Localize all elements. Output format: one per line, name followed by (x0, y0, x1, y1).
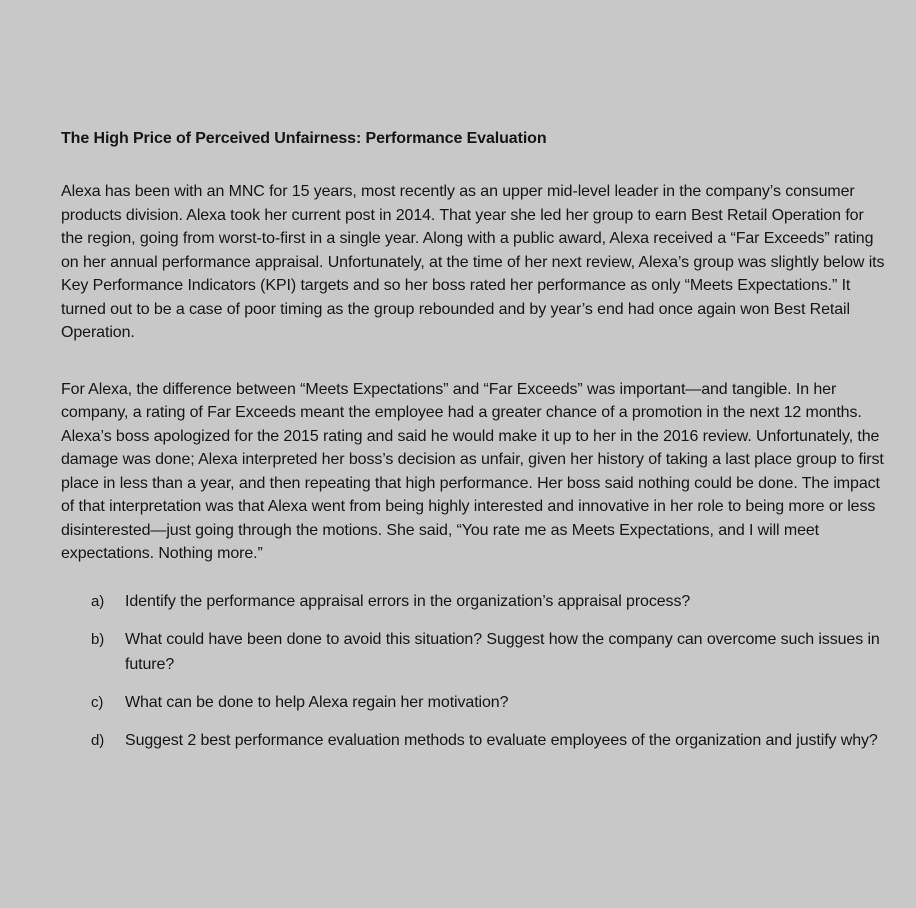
question-letter: d) (91, 731, 105, 749)
question-item-a (61, 589, 886, 614)
document-title: The High Price of Perceived Unfairness: Performance Evaluation (61, 130, 547, 147)
question-list (61, 589, 886, 753)
question-letter: a) (91, 592, 105, 610)
case-paragraph-2: For Alexa, the difference between “Meets Expectations” and “Far Exceeds” was important—and tangible. In her company, a rating of Far Exceeds meant the employee had a greater chance of a promotion in the next 12 months. Alexa’s boss apologized for the 2015 rating and said he would make it up to her in the 2016 review. Unfortunately, the damage was done; Alexa interpreted her boss’s decision as unfair, given her history of taking a last place group to first place in less than a year, and then repeating that high performance. Her boss said nothing could be done. The impact of that interpretation was that Alexa went from being highly interested and innovative in her role to being more or less disinterested—just going through the motions. She said, “You rate me as Meets Expectations, and I will meet expectations. Nothing more.” (61, 380, 884, 562)
question-item-b (61, 627, 886, 677)
question-text: What can be done to help Alexa regain her motivation? (125, 693, 509, 711)
question-text: Suggest 2 best performance evaluation methods to evaluate employees of the organization and justify why? (125, 731, 878, 749)
question-item-d (61, 728, 886, 753)
question-text: What could have been done to avoid this situation? Suggest how the company can overcome such issues in future? (125, 630, 880, 673)
question-letter: c) (91, 693, 104, 711)
question-item-c (61, 690, 886, 715)
question-text: Identify the performance appraisal errors in the organization’s appraisal process? (125, 592, 691, 610)
case-paragraph-1: Alexa has been with an MNC for 15 years, most recently as an upper mid-level leader in the company’s consumer products division. Alexa took her current post in 2014. That year she led her group to earn Best Retail Operation for the region, going from worst-to-first in a single year. Along with a public award, Alexa received a “Far Exceeds” rating on her annual performance appraisal. Unfortunately, at the time of her next review, Alexa’s group was slightly below its Key Performance Indicators (KPI) targets and so her boss rated her performance as only “Meets Expectations.” It turned out to be a case of poor timing as the group rebounded and by year’s end had once again won Best Retail Operation. (61, 183, 885, 341)
question-letter: b) (91, 630, 105, 648)
